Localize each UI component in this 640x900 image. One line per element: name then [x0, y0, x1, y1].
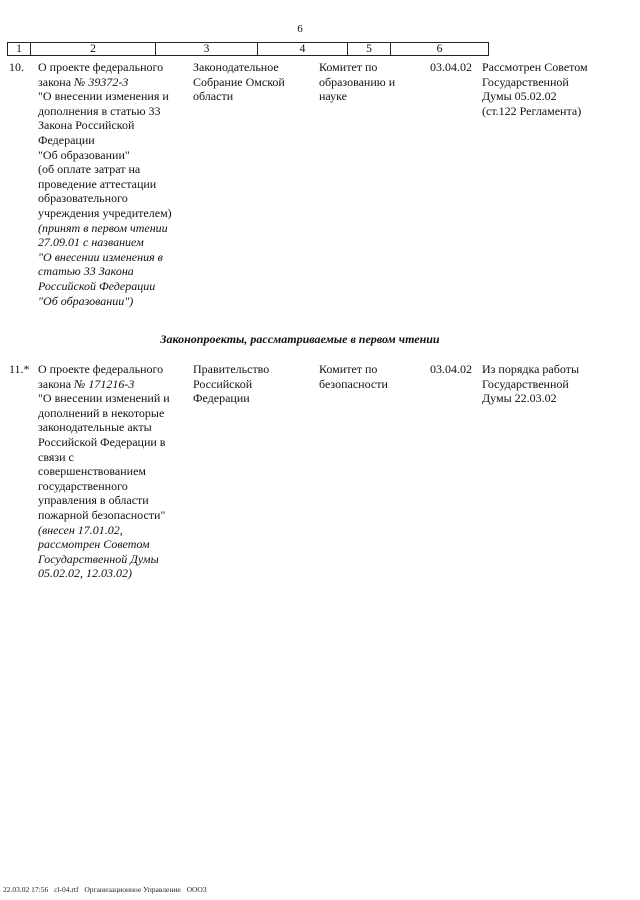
- title-line: О проекте федерального: [38, 60, 164, 74]
- law-prefix: закона: [38, 74, 75, 89]
- footer-datetime: 22.03.02 17:56: [3, 885, 49, 894]
- status-line: Из порядка работы: [482, 362, 580, 376]
- title-line: Федерации: [38, 132, 95, 147]
- title-line: проведение аттестации: [38, 176, 157, 191]
- reading-note-line: (принят в первом чтении: [38, 220, 168, 235]
- title-line: "О внесении изменений и: [38, 391, 170, 406]
- status-line: Рассмотрен Советом: [482, 60, 588, 74]
- column-header-5: 5: [348, 43, 391, 56]
- section-heading: Законопроекты, рассматриваемые в первом чтении: [160, 332, 440, 346]
- committee-line: Комитет по: [319, 60, 378, 74]
- status-line: (ст.122 Регламента): [482, 103, 582, 118]
- footer-filename: cl-04.rtf: [54, 885, 79, 894]
- submission-note-line: 05.02.02, 12.03.02): [38, 566, 132, 581]
- submission-note-line: Государственной Думы: [38, 551, 159, 566]
- status: [482, 362, 632, 406]
- document-footer: [3, 883, 211, 898]
- title-line: законодательные акты: [38, 420, 152, 435]
- title-line: учреждения учредителем): [38, 205, 172, 220]
- initiator-line: Российской: [193, 376, 253, 391]
- reading-note-line: статью 33 Закона: [38, 264, 134, 279]
- initiator-line: Законодательное: [193, 60, 279, 74]
- bill-title: [38, 60, 188, 308]
- footer-code: ООО3: [186, 885, 207, 894]
- status-line: Государственной: [482, 376, 569, 391]
- column-header-4: 4: [258, 43, 348, 56]
- title-line: Закона Российской: [38, 118, 135, 133]
- title-line: образовательного: [38, 191, 128, 206]
- reading-note-line: "О внесении изменения в: [38, 249, 163, 264]
- reading-note-line: "Об образовании"): [38, 293, 134, 308]
- status-line: Думы 22.03.02: [482, 391, 557, 406]
- status-line: Государственной: [482, 74, 569, 89]
- title-line: О проекте федерального: [38, 362, 164, 376]
- responsible-committee: [319, 60, 424, 104]
- reading-note-line: 27.09.01 с названием: [38, 235, 144, 250]
- title-line: связи с: [38, 449, 74, 464]
- status-line: Думы 05.02.02: [482, 89, 557, 104]
- title-line: (об оплате затрат на: [38, 162, 141, 177]
- column-header-6: 6: [391, 43, 489, 56]
- title-line: Российской Федерации в: [38, 434, 166, 449]
- title-line: дополнения в статью 33: [38, 103, 161, 118]
- date: 03.04.02: [430, 362, 472, 376]
- submission-note-line: рассмотрен Советом: [38, 537, 150, 552]
- committee-line: Комитет по: [319, 362, 378, 376]
- bill-title: [38, 362, 188, 581]
- initiator-line: Собрание Омской: [193, 74, 285, 89]
- title-line: "Об образовании": [38, 147, 130, 162]
- committee-line: безопасности: [319, 376, 388, 391]
- column-header-2: 2: [31, 43, 156, 56]
- initiator-line: Правительство: [193, 362, 270, 376]
- column-header-3: 3: [156, 43, 258, 56]
- title-line: пожарной безопасности": [38, 507, 166, 522]
- submission-note-line: (внесен 17.01.02,: [38, 522, 123, 537]
- reading-note-line: Российской Федерации: [38, 278, 156, 293]
- initiator: [193, 362, 313, 406]
- row-number: 10.: [9, 60, 24, 74]
- bill-number: № 171216-3: [74, 376, 135, 391]
- column-number-header: [7, 42, 489, 56]
- title-line: совершенствованием: [38, 464, 146, 479]
- footer-department: Организационное Управление: [84, 885, 181, 894]
- title-line: управления в области: [38, 493, 149, 508]
- law-prefix: закона: [38, 376, 75, 391]
- title-line: "О внесении изменения и: [38, 89, 169, 104]
- page-number: 6: [297, 23, 303, 35]
- date: 03.04.02: [430, 60, 472, 74]
- bill-number: № 39372-3: [74, 74, 129, 89]
- initiator-line: Федерации: [193, 391, 250, 406]
- committee-line: образованию и: [319, 74, 396, 89]
- responsible-committee: [319, 362, 424, 391]
- title-line: дополнений в некоторые: [38, 405, 165, 420]
- committee-line: науке: [319, 89, 347, 104]
- status: [482, 60, 632, 118]
- row-number: 11.*: [9, 362, 30, 376]
- column-header-1: 1: [8, 43, 31, 56]
- title-line: государственного: [38, 478, 128, 493]
- title-line: [38, 75, 188, 90]
- initiator: [193, 60, 313, 104]
- title-line: [38, 377, 188, 392]
- initiator-line: области: [193, 89, 234, 104]
